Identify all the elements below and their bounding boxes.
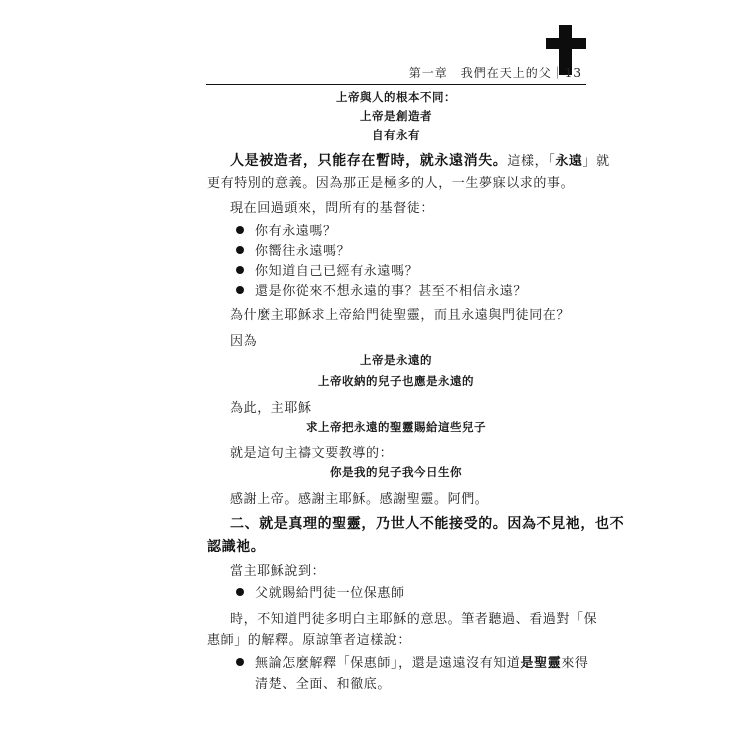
- bullet-icon: [236, 658, 244, 666]
- bullet-icon: [236, 588, 244, 596]
- intro-question: 現在回過頭來，問所有的基督徒：: [230, 201, 435, 216]
- father-bullet-text: 父就賜給門徒一位保惠師: [255, 586, 405, 601]
- question-text: 你知道自己已經有永遠嗎？: [255, 264, 419, 279]
- time-line-2: 惠師」的解釋。原諒筆者這樣說：: [207, 633, 412, 648]
- question-item: [236, 240, 350, 259]
- running-header: [206, 62, 586, 85]
- question-item: [236, 220, 337, 239]
- chapter-page-label: 第一章 我們在天上的父｜13: [408, 66, 582, 80]
- keyword-eternal: 永遠: [555, 154, 583, 169]
- bold-statement-2: 上帝收納的兒子也應是永遠的: [318, 374, 474, 388]
- thanks-line: 感謝上帝。感謝主耶穌。感謝聖靈。阿們。: [230, 492, 489, 507]
- bullet-icon: [236, 266, 244, 274]
- paragraph-1-rest: 這樣，「: [507, 154, 556, 169]
- bold-statement-1: 上帝是永遠的: [360, 353, 432, 367]
- why-line: 為什麼主耶穌求上帝給門徒聖靈，而且永遠與門徒同在？: [230, 308, 571, 323]
- therefore-line: 為此，主耶穌: [230, 401, 312, 416]
- question-text: 你嚮往永遠嗎？: [255, 244, 351, 259]
- father-bullet: [236, 582, 405, 601]
- paragraph-1-end: 」就: [582, 154, 610, 169]
- verse-intro: 就是這句主禱文要教導的：: [230, 446, 394, 461]
- bullet-icon: [236, 286, 244, 294]
- last-bullet-text-a: 無論怎麼解釋「保惠師」，還是遠遠沒有知道: [255, 656, 521, 671]
- heading-2: 上帝是創造者: [360, 109, 432, 123]
- bold-statement-3: 求上帝把永遠的聖靈賜給這些兒子: [306, 420, 486, 434]
- paragraph-1-line-2: 更有特別的意義。因為那正是極多的人，一生夢寐以求的事。: [207, 176, 575, 191]
- question-text: 你有永遠嗎？: [255, 224, 337, 239]
- holy-spirit-emphasis: 是聖靈: [520, 656, 562, 671]
- question-item: [236, 280, 527, 299]
- bullet-icon: [236, 246, 244, 254]
- paragraph-1-line-1: [230, 150, 610, 170]
- heading-3: 自有永有: [372, 128, 420, 142]
- because-line: 因為: [230, 334, 258, 349]
- cross-icon-bar: [546, 38, 586, 49]
- section-2-line-2: 認識祂。: [207, 539, 266, 555]
- bullet-icon: [236, 226, 244, 234]
- last-bullet: [236, 652, 589, 671]
- question-text: 還是你從來不想永遠的事？甚至不相信永遠？: [255, 284, 528, 299]
- last-bullet-line-2: 清楚、全面、和徹底。: [255, 677, 392, 692]
- section-2-line-1: 二、就是真理的聖靈，乃世人不能接受的。因為不見祂，也不: [230, 516, 625, 532]
- heading-1: 上帝與人的根本不同：: [336, 90, 456, 104]
- paragraph-1-bold: 人是被造者，只能存在暫時，就永遠消失。: [230, 153, 508, 169]
- question-item: [236, 260, 418, 279]
- bold-statement-4: 你是我的兒子我今日生你: [330, 465, 462, 479]
- when-jesus-line: 當主耶穌說到：: [230, 564, 326, 579]
- last-bullet-text-c: 來得: [561, 656, 589, 671]
- time-line-1: 時，不知道門徒多明白主耶穌的意思。筆者聽過、看過對「保: [230, 612, 598, 627]
